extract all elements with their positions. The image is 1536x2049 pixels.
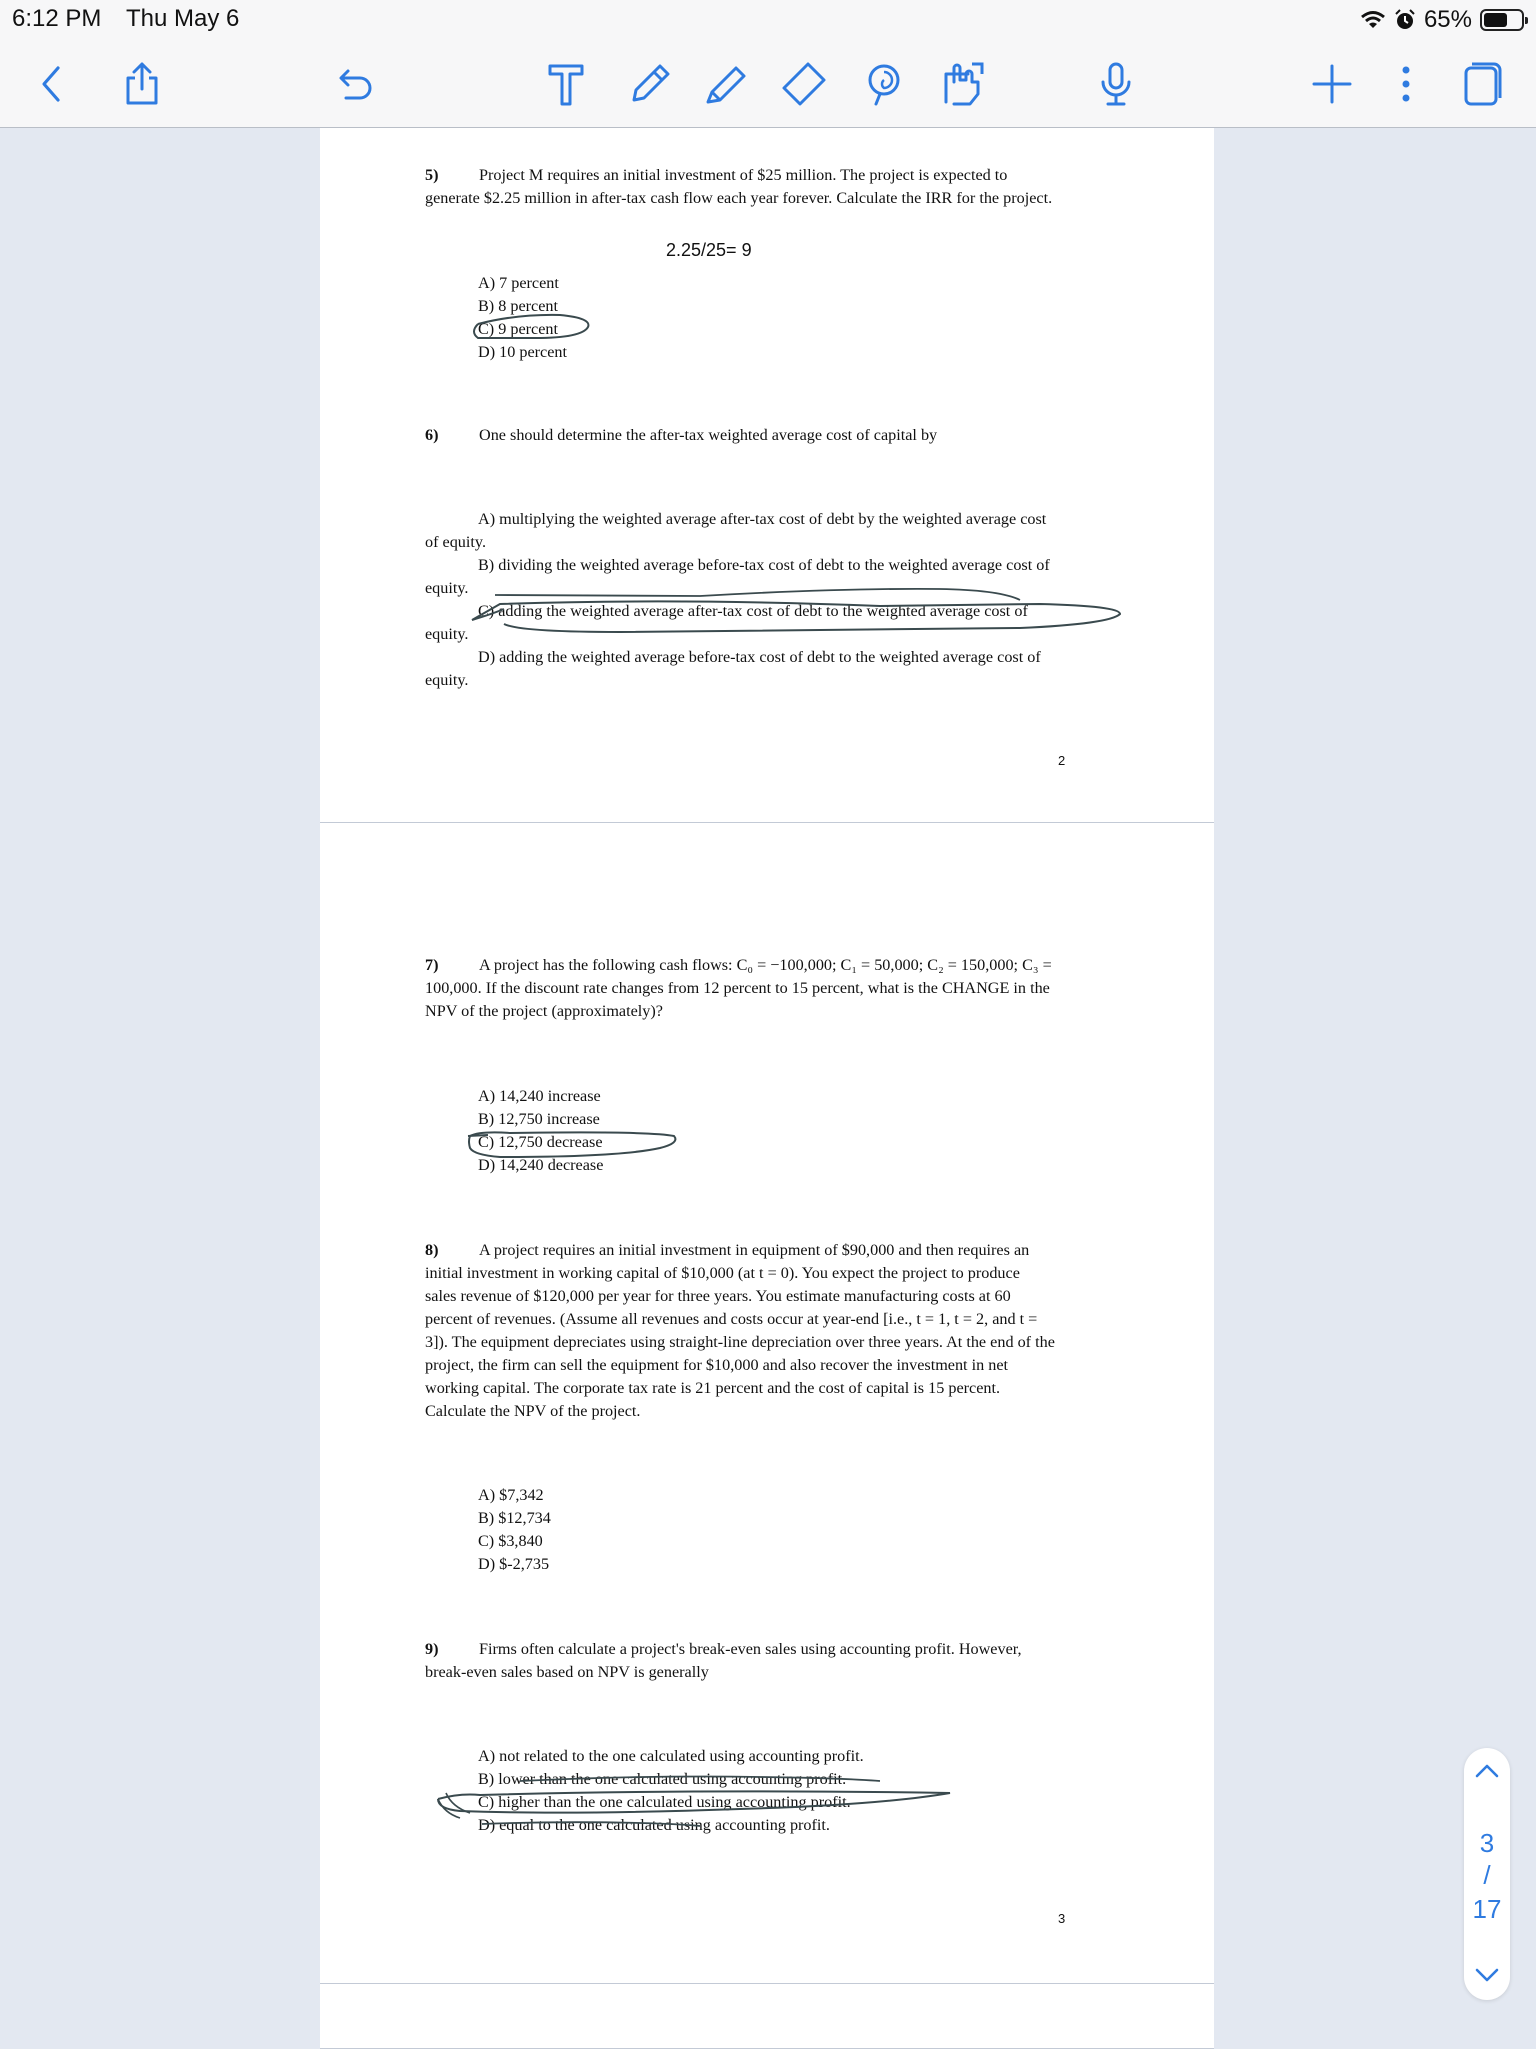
pen-icon[interactable]: [624, 58, 676, 110]
pencil-icon[interactable]: [700, 58, 752, 110]
more-icon[interactable]: [1380, 58, 1432, 110]
page-number: 3: [1058, 1911, 1066, 1926]
ink-stroke-q6-b: [495, 589, 1020, 600]
q8-option-c: C) $3,840: [478, 1532, 543, 1550]
text-tool-icon[interactable]: [540, 58, 592, 110]
highlighter-icon[interactable]: [778, 58, 830, 110]
q9-option-d: D) equal to the one calculated using accounting profit.: [478, 1816, 830, 1834]
ink-swirl-q9: [438, 1793, 470, 1818]
q9-option-a: A) not related to the one calculated using accounting profit.: [478, 1747, 864, 1765]
q5-option-c: C) 9 percent: [478, 320, 559, 338]
q7-option-d: D) 14,240 decrease: [478, 1156, 604, 1174]
q6-option-a-cont: of equity.: [425, 533, 486, 551]
eraser-icon[interactable]: [858, 58, 910, 110]
hand-select-icon[interactable]: [938, 58, 990, 110]
battery-percent: 65%: [1423, 6, 1472, 33]
q5-line2: generate $2.25 million in after-tax cash flow each year forever. Calculate the IRR for the project.: [425, 189, 1053, 207]
status-date: Thu May 6: [126, 5, 240, 32]
q5-option-b: B) 8 percent: [478, 297, 559, 315]
handwritten-annotations: [320, 128, 1214, 822]
battery-icon: [1480, 9, 1524, 31]
q9-line1: 9) Firms often calculate a project's break-even sales using accounting profit. However,: [425, 1640, 1022, 1658]
status-bar: [0, 0, 1536, 40]
q8-option-b: B) $12,734: [478, 1509, 551, 1527]
page-separator: /: [1483, 1860, 1491, 1890]
q6-option-b-cont: equity.: [425, 579, 469, 597]
alarm-icon: [1394, 9, 1416, 31]
add-icon[interactable]: [1306, 58, 1358, 110]
document-page-2: [320, 128, 1214, 823]
back-chevron-icon[interactable]: [26, 58, 78, 110]
q9-line2: break-even sales based on NPV is generally: [425, 1663, 709, 1681]
q8-line2: initial investment in working capital of $10,000 (at t = 0). You expect the project to produce: [425, 1264, 1020, 1282]
q6-option-b: B) dividing the weighted average before-tax cost of debt to the weighted average cost of: [478, 556, 1050, 574]
q5-option-d: D) 10 percent: [478, 343, 567, 361]
q8-line8: Calculate the NPV of the project.: [425, 1402, 641, 1420]
q8-line7: working capital. The corporate tax rate is 21 percent and the cost of capital is 15 percent.: [425, 1379, 1001, 1397]
q7-line3: NPV of the project (approximately)?: [425, 1002, 663, 1020]
share-icon[interactable]: [116, 58, 168, 110]
q9-option-b: B) lower than the one calculated using accounting profit.: [478, 1770, 847, 1788]
q6-option-d: D) adding the weighted average before-tax cost of debt to the weighted average cost of: [478, 648, 1041, 666]
q6-option-a: A) multiplying the weighted average after-tax cost of debt by the weighted average cost: [478, 510, 1047, 528]
q7-line1: 7) A project has the following cash flows: C₀ = −100,000; C₁ = 50,000; C₂ = 150,000; C₃ =: [425, 956, 1052, 974]
status-indicators: [1360, 6, 1524, 34]
q9-option-c: C) higher than the one calculated using accounting profit.: [478, 1793, 851, 1811]
annotation-toolbar: [0, 40, 1536, 128]
page-view-icon[interactable]: [1456, 58, 1508, 110]
total-pages: 17: [1472, 1894, 1502, 1924]
q8-line4: percent of revenues. (Assume all revenues and costs occur at year-end [i.e., t = 1, t = 2, and t =: [425, 1310, 1038, 1328]
q7-option-b: B) 12,750 increase: [478, 1110, 600, 1128]
q7-line2: 100,000. If the discount rate changes from 12 percent to 15 percent, what is the CHANGE in the: [425, 979, 1050, 997]
q6-stem: 6) One should determine the after-tax weighted average cost of capital by: [425, 426, 938, 444]
page-number: 2: [1058, 753, 1066, 768]
page-navigator: [1464, 1748, 1510, 2000]
q8-option-d: D) $-2,735: [478, 1555, 550, 1573]
page-down-chevron-icon[interactable]: [1464, 1954, 1510, 1994]
current-page: 3: [1479, 1828, 1495, 1858]
q8-line6: project, the firm can sell the equipment for $10,000 and also recover the investment in net: [425, 1356, 1009, 1374]
typed-annotation: 2.25/25= 9: [666, 240, 752, 260]
q6-option-c-cont: equity.: [425, 625, 469, 643]
q8-line5: 3]). The equipment depreciates using straight-line depreciation over three years. At the end of the: [425, 1333, 1055, 1351]
q6-option-d-cont: equity.: [425, 671, 469, 689]
page-up-chevron-icon[interactable]: [1464, 1752, 1510, 1792]
document-page-3: [320, 823, 1214, 1984]
microphone-icon[interactable]: [1090, 58, 1142, 110]
status-time: 6:12 PM: [12, 5, 102, 32]
undo-icon[interactable]: [328, 58, 380, 110]
q8-option-a: A) $7,342: [478, 1486, 544, 1504]
q7-option-a: A) 14,240 increase: [478, 1087, 601, 1105]
q6-option-c: C) adding the weighted average after-tax cost of debt to the weighted average cost of: [478, 602, 1028, 620]
q8-line1: 8) A project requires an initial investment in equipment of $90,000 and then requires an: [425, 1241, 1030, 1259]
q7-option-c: C) 12,750 decrease: [478, 1133, 603, 1151]
q5-line1: 5) Project M requires an initial investment of $25 million. The project is expected to: [425, 166, 1008, 184]
q8-line3: sales revenue of $120,000 per year for three years. You estimate manufacturing costs at 60: [425, 1287, 1011, 1305]
q5-option-a: A) 7 percent: [478, 274, 559, 292]
wifi-icon: [1360, 10, 1386, 30]
document-page-4: [320, 1984, 1214, 2049]
